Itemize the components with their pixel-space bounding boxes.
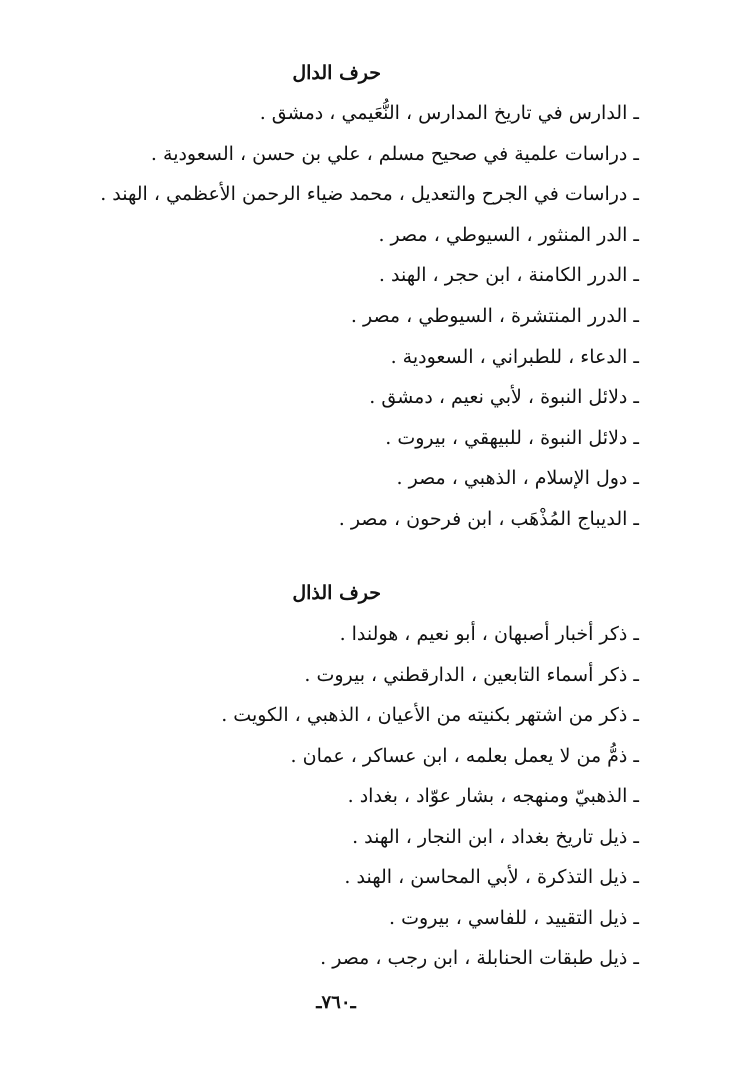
bibliography-entry: ـ دلائل النبوة ، لأبي نعيم ، دمشق .	[369, 386, 639, 409]
entry-list	[79, 93, 639, 540]
bibliography-entry: ـ دراسات في الجرح والتعديل ، محمد ضياء الرحمن الأعظمي ، الهند .	[100, 183, 639, 206]
bibliography-entry: ـ ذمُّ من لا يعمل بعلمه ، ابن عساكر ، عمان .	[290, 744, 639, 767]
bibliography-entry: ـ ذيل طبقات الحنابلة ، ابن رجب ، مصر .	[320, 947, 639, 969]
section-dhal	[79, 578, 639, 979]
bibliography-entry: ـ الدعاء ، للطبراني ، السعودية .	[390, 345, 639, 368]
page-number: ـ٧٦٠ـ	[316, 992, 356, 1013]
bibliography-entry: ـ ذكر أخبار أصبهان ، أبو نعيم ، هولندا .	[339, 623, 639, 645]
bibliography-entry: ـ الدرر المنتشرة ، السيوطي ، مصر .	[350, 304, 639, 327]
bibliography-entry: ـ الدرر الكامنة ، ابن حجر ، الهند .	[378, 264, 639, 287]
bibliography-entry: ـ الدارس في تاريخ المدارس ، النُّعَيمي ، دمشق .	[259, 102, 639, 124]
bibliography-entry: ـ ذيل تاريخ بغداد ، ابن النجار ، الهند .	[352, 825, 639, 848]
entry-list	[79, 614, 639, 979]
bibliography-entry: ـ دلائل النبوة ، للبيهقي ، بيروت .	[385, 426, 639, 449]
section-heading: حرف الذال	[292, 582, 381, 604]
bibliography-entry: ـ الذهبيّ ومنهجه ، بشار عوّاد ، بغداد .	[347, 785, 639, 807]
section-dal	[79, 58, 639, 540]
bibliography-entry: ـ الديباج المُذْهَب ، ابن فرحون ، مصر .	[338, 507, 639, 530]
bibliography-entry: ـ ذيل التذكرة ، لأبي المحاسن ، الهند .	[344, 866, 639, 888]
bibliography-entry: ـ الدر المنثور ، السيوطي ، مصر .	[378, 223, 639, 246]
section-heading: حرف الدال	[292, 62, 381, 84]
bibliography-entry: ـ ذكر أسماء التابعين ، الدارقطني ، بيروت .	[304, 663, 639, 686]
bibliography-entry: ـ دراسات علمية في صحيح مسلم ، علي بن حسن ، السعودية .	[150, 142, 639, 165]
bibliography-entry: ـ دول الإسلام ، الذهبي ، مصر .	[396, 467, 639, 490]
bibliography-entry: ـ ذكر من اشتهر بكنيته من الأعيان ، الذهبي ، الكويت .	[221, 704, 639, 726]
bibliography-entry: ـ ذيل التقييد ، للفاسي ، بيروت .	[389, 906, 639, 929]
